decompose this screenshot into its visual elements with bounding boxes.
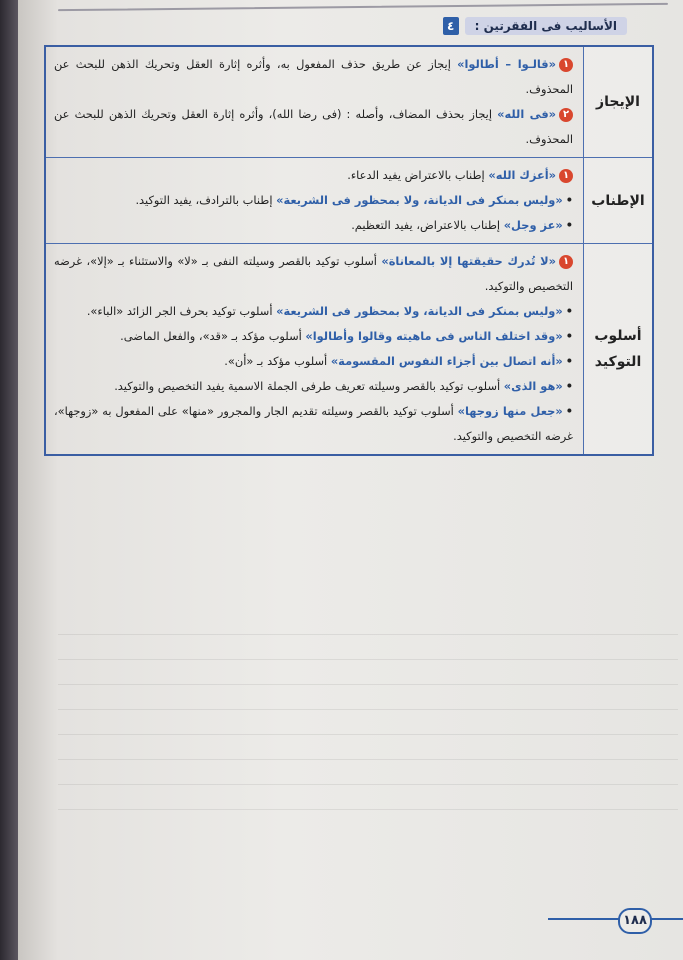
entry [54, 399, 573, 449]
row-content [45, 158, 584, 244]
bleed-through-shadow [58, 610, 678, 880]
entry [54, 299, 573, 324]
top-rule [58, 3, 668, 11]
section-title: الأساليب فى الفقرتين : [465, 17, 627, 35]
section-header [443, 17, 627, 35]
page-number: ١٨٨ [618, 908, 652, 934]
bullet-marker: • [565, 329, 573, 343]
entry-quote: «جعل منها زوجها» [457, 404, 563, 418]
entry-quote: «أعزك الله» [488, 168, 556, 182]
number-marker: ٢ [559, 108, 573, 122]
styles-table [44, 45, 654, 456]
entry [54, 249, 573, 299]
entry-text: أسلوب مؤكد بـ «قد»، والفعل الماضى. [120, 329, 306, 343]
row-content [45, 244, 584, 456]
bullet-marker: • [565, 404, 573, 418]
entry [54, 213, 573, 238]
bullet-marker: • [565, 379, 573, 393]
book-spine [0, 0, 18, 960]
row-content [45, 46, 584, 158]
bullet-marker: • [565, 304, 573, 318]
entry [54, 163, 573, 188]
entry-quote: «قالـوا – أطالوا» [457, 57, 557, 71]
row-label: الإطناب [584, 158, 654, 244]
row-label: أسلوب التوكيد [584, 244, 654, 456]
entry-text: إيجاز بحذف المضاف، وأصله : (فى رضا الله)، وأثره إثارة العقل وتحريك الذهن للبحث عن المحذوف. [54, 107, 573, 146]
row-label: الإيجاز [584, 46, 654, 158]
row-itnab [45, 158, 653, 244]
entry-quote: «فى الله» [497, 107, 557, 121]
number-marker: ١ [559, 169, 573, 183]
row-ijaz [45, 46, 653, 158]
book-page [18, 0, 683, 960]
entry-text: أسلوب مؤكد بـ «أن». [224, 354, 331, 368]
entry-text: أسلوب توكيد بالقصر وسيلته تقديم الجار والمجرور «منها» على المفعول به «زوجها»، غرضه التخصيص والتوكيد. [54, 404, 573, 443]
entry [54, 374, 573, 399]
entry-text: أسلوب توكيد بالقصر وسيلته تعريف طرفى الجملة الاسمية يفيد التخصيص والتوكيد. [114, 379, 504, 393]
entry [54, 52, 573, 102]
entry-quote: «وليس بمنكر فى الديانة، ولا بمحظور فى الشريعة» [276, 193, 563, 207]
entry-text: أسلوب توكيد بالقصر وسيلته النفى بـ «لا» والاستثناء بـ «إلا»، غرضه التخصيص والتوكيد. [54, 254, 573, 293]
entry-text: إطناب بالاعتراض، يفيد التعظيم. [351, 218, 504, 232]
section-number-badge: ٤ [443, 17, 459, 35]
entry-text: إيجاز عن طريق حذف المفعول به، وأثره إثارة العقل وتحريك الذهن للبحث عن المحذوف. [54, 57, 573, 96]
entry [54, 102, 573, 152]
entry [54, 324, 573, 349]
entry-quote: «وليس بمنكر فى الديانة، ولا بمحظور فى الشريعة» [276, 304, 563, 318]
entry-text: إطناب بالترادف، يفيد التوكيد. [135, 193, 277, 207]
entry-quote: «عز وجل» [503, 218, 563, 232]
entry-quote: «هو الذى» [503, 379, 563, 393]
entry-text: أسلوب توكيد بحرف الجر الزائد «الباء». [86, 304, 277, 318]
number-marker: ١ [559, 255, 573, 269]
footer-rule [548, 918, 683, 920]
bullet-marker: • [565, 218, 573, 232]
bullet-marker: • [565, 193, 573, 207]
entry-quote: «وقد اختلف الناس فى ماهيته وقالوا وأطالوا» [305, 329, 563, 343]
entry-text: إطناب بالاعتراض يفيد الدعاء. [347, 168, 489, 182]
entry [54, 188, 573, 213]
row-tawkid [45, 244, 653, 456]
entry-quote: «لا تُدرك حقيقتها إلا بالمعاناة» [381, 254, 556, 268]
entry-quote: «أنه اتصال بين أجزاء النفوس المقسومة» [330, 354, 563, 368]
number-marker: ١ [559, 58, 573, 72]
bullet-marker: • [565, 354, 573, 368]
entry [54, 349, 573, 374]
